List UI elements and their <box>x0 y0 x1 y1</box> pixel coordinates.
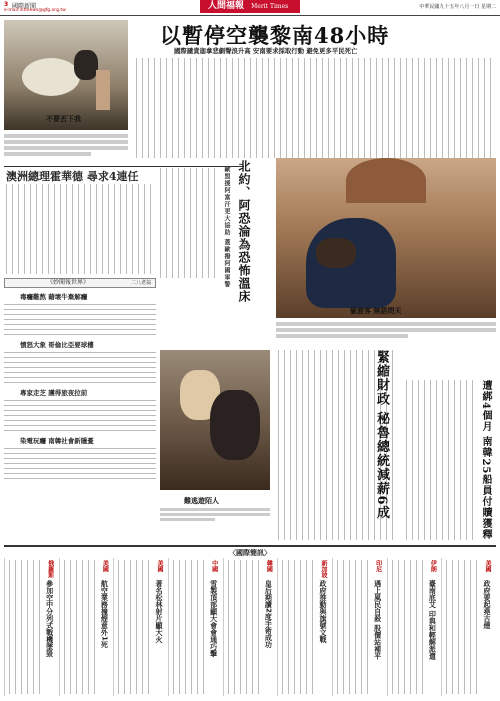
photo-migrant <box>276 158 496 318</box>
masthead-logo <box>200 0 300 13</box>
subhead-1: 毒癮難熬 藉壞牛棄解癮 <box>20 293 88 301</box>
photo-refugees-desc <box>160 508 270 532</box>
nk-deck: 歐盟援阿富汗更大協助 蓋歐撥阿國軍警 <box>223 166 230 289</box>
brief-title: 皇后期讀2度手術成功 <box>264 580 273 648</box>
divider <box>4 166 244 167</box>
subhead-2: 憤怒大象 哥倫比亞要球樓 <box>20 341 94 349</box>
brief-body <box>62 560 100 694</box>
subhead-1-body <box>4 302 156 336</box>
brief-title: 著名松林射片顯大火 <box>154 580 163 643</box>
brief-body <box>116 560 154 694</box>
briefs-row <box>4 558 496 696</box>
top-deck: 國際譴責迦拿悲劇聲浪升高 安南要求採取行動 避免更多平民死亡 <box>174 47 358 55</box>
nk-headline: 北約、阿恐淪為恐怖溫床 <box>237 160 251 303</box>
brief-item <box>387 558 440 696</box>
photo-refugees-caption: 難逃遊陌人 <box>184 497 219 505</box>
logo-sub: Merit Times <box>251 3 289 10</box>
brief-body <box>226 560 264 694</box>
brief-item <box>59 558 112 696</box>
brief-item <box>441 558 494 696</box>
email-link[interactable]: e-mail:intlnews@gfg.org.tw <box>4 8 66 13</box>
brief-body <box>390 560 428 694</box>
brief-body <box>335 560 373 694</box>
top-headline: 以暫停空襲黎南48小時 <box>160 23 390 48</box>
brief-tag: 美國 <box>101 560 109 572</box>
brief-item <box>168 558 221 696</box>
brief-item <box>223 558 276 696</box>
photo-migrant-caption: 偷渡客 無語問天 <box>350 307 402 315</box>
top-story-body <box>134 58 496 158</box>
briefs-banner: 〈國際簡訊〉 <box>229 549 271 557</box>
photo-sheep-desc <box>4 134 128 164</box>
brief-tag: 伊朗 <box>429 560 437 572</box>
brief-item <box>113 558 166 696</box>
brief-body <box>444 560 482 694</box>
photo-migrant-desc <box>276 322 496 344</box>
photo-refugees <box>160 350 270 490</box>
logo-text: 人間福報 <box>208 1 245 11</box>
page-header <box>0 0 500 16</box>
section-label: 國際新聞 <box>12 3 37 10</box>
brief-body <box>280 560 318 694</box>
brief-title: 政府要起堯古煙 <box>482 580 491 629</box>
page-number: 3 <box>4 1 9 8</box>
brief-tag: 美國 <box>483 560 491 572</box>
australia-body <box>4 184 154 274</box>
peru-headline: 緊縮財政 秘魯總統減薪6成 <box>374 350 389 520</box>
brief-tag: 美國 <box>155 560 163 572</box>
brief-title: 臺南底艾 印與和輕解派遣 <box>428 580 437 660</box>
brief-tag: 新加坡 <box>319 560 327 578</box>
subhead-3-body <box>4 398 156 432</box>
australia-headline: 澳洲總理霍華德 尋求4連任 <box>6 170 139 183</box>
bottom-rule <box>4 545 496 547</box>
photo-sheep-caption: 不要丟下我 <box>46 115 81 123</box>
issue-date: 中華民國九十五年八月一日 星期二 <box>419 4 496 10</box>
brief-item <box>4 558 57 696</box>
brief-title: 航空業務撞煙意外1死 <box>100 580 109 648</box>
subhead-4: 染電玩癮 南韓社會新隱憂 <box>20 437 94 445</box>
brief-title: 參加空中分列式戰機墜毀 <box>45 580 54 657</box>
brief-tag: 韓國 <box>265 560 273 572</box>
brief-tag: 俄羅斯 <box>46 560 54 578</box>
brief-title: 雪製頂部顯大會會通巧擊 <box>209 580 218 657</box>
brief-item <box>277 558 330 696</box>
korea-body <box>404 380 474 540</box>
subhead-4-body <box>4 446 156 480</box>
column-author: 二八老翁 <box>130 280 151 286</box>
brief-title: 遇上風民自殺 股價站補平 <box>373 580 382 660</box>
korea-headline: 遭綁4個月 南韓25船員付贖獲釋 <box>480 380 491 541</box>
brief-body <box>171 560 209 694</box>
brief-tag: 中國 <box>210 560 218 572</box>
brief-item <box>332 558 385 696</box>
column-title: 《妙聞報世界》 <box>46 279 89 286</box>
brief-title: 政府推動與旗號文戰 <box>318 580 327 643</box>
brief-body <box>7 560 45 694</box>
subhead-3: 專家走芝 護得旅夜拉前 <box>20 389 88 397</box>
subhead-2-body <box>4 350 156 384</box>
column-box-header <box>4 278 156 288</box>
brief-tag: 印尼 <box>374 560 382 572</box>
nk-body <box>158 168 220 278</box>
